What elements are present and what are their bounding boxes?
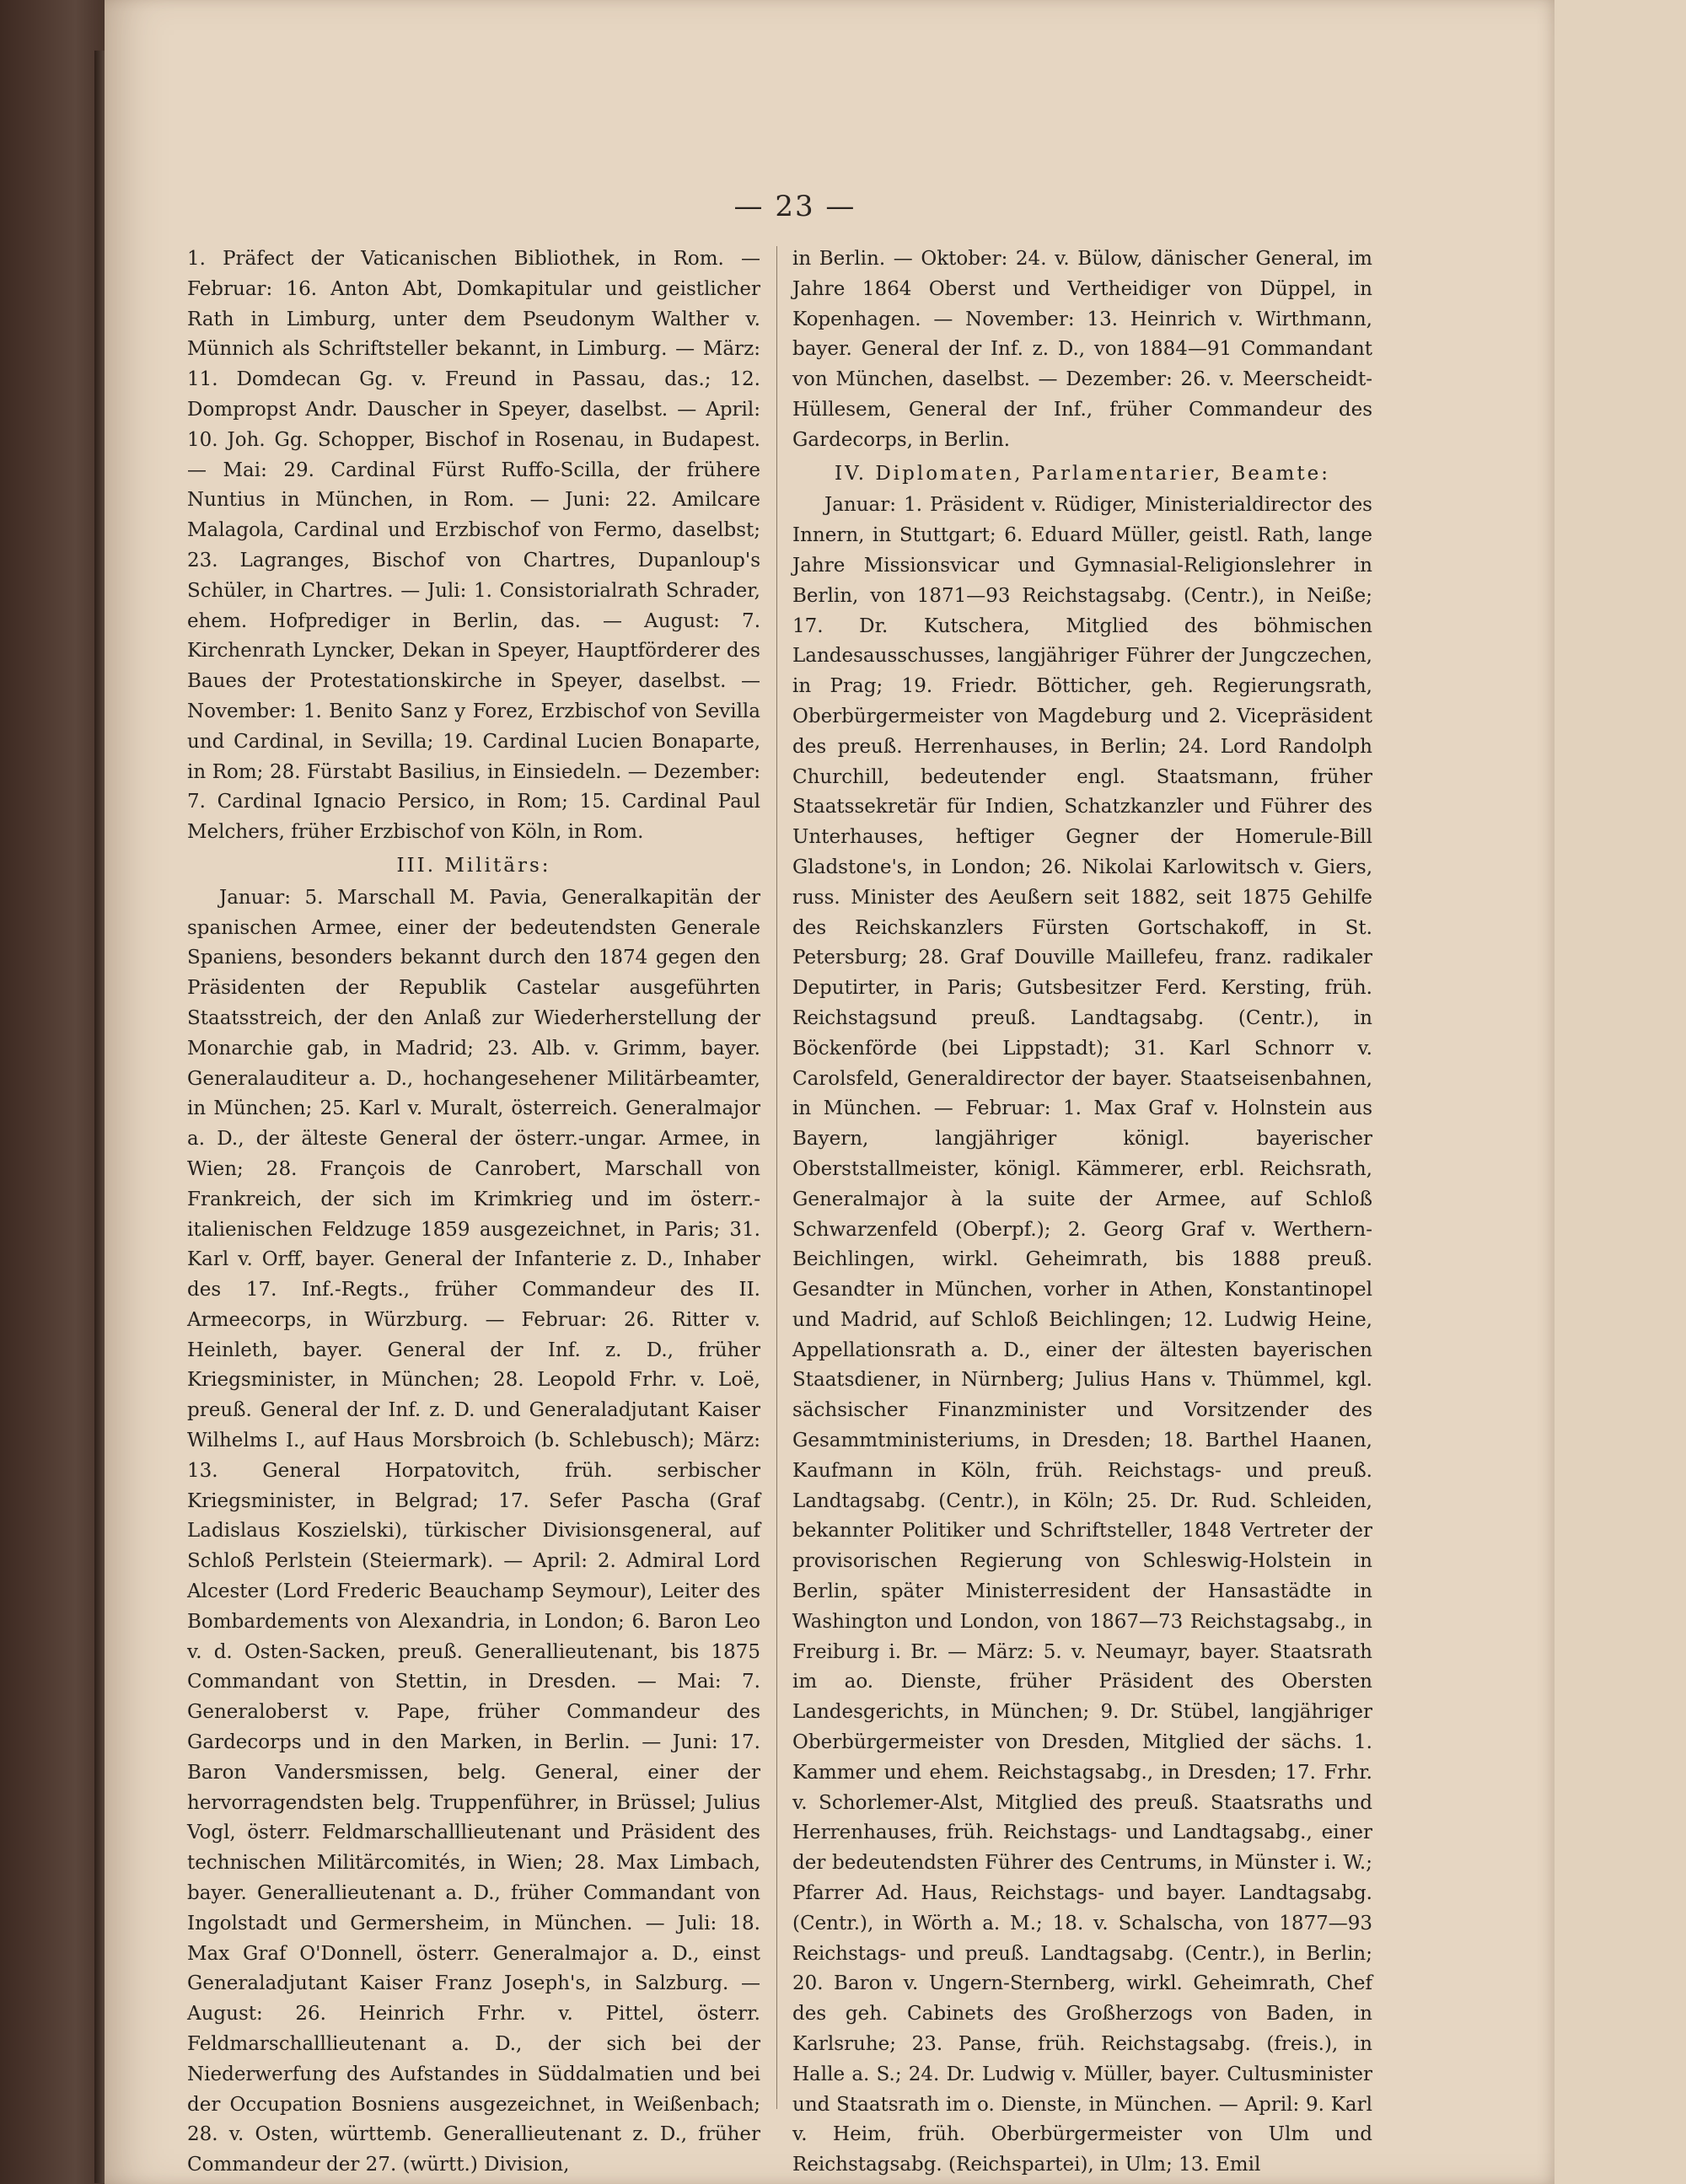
diplomats-obituaries-paragraph: Januar: 1. Präsident v. Rüdiger, Ministerialdirector des Innern, in Stuttgart; 6. Eduard Müller, geistl. Rath, lange Jahre Missionsvicar und Gymnasial-Religionslehrer in Berlin, von 1871—93 Reichstagsabg. (Centr.), in Neiße; 17. Dr. Kutschera, Mitglied des böhmischen Landesausschusses, langjähriger Führer der Jungczechen, in Prag; 19. Friedr. Bötticher, geh. Regierungsrath, Oberbürgermeister von Magdeburg und 2. Vicepräsident des preuß. Herrenhauses, in Berlin; 24. Lord Randolph Churchill, bedeutender engl. Staatsmann, früher Staatssekretär für Indien, Schatzkanzler und Führer des Unterhauses, heftiger Gegner der Homerule-Bill Gladstone's, in London; 26. Nikolai Karlowitsch v. Giers, russ. Minister des Aeußern seit 1882, seit 1875 Gehilfe des Reichskanzlers Fürsten Gortschakoff, in St. Petersburg; 28. Graf Douville Maillefeu, franz. radikaler Deputirter, in Paris; Gutsbesitzer Ferd. Kersting, früh. Reichstagsund preuß. Landtagsabg. (Centr.), in Böckenförde (bei Lippstadt); 31. Karl Schnorr v. Carolsfeld, Generaldirector der bayer. Staatseisenbahnen, in München. — Februar: 1. Max Graf v. Holnstein aus Bayern, langjähriger königl. bayerischer Oberststallmeister, königl. Kämmerer, erbl. Reichsrath, Generalmajor à la suite der Armee, auf Schloß Schwarzenfeld (Oberpf.); 2. Georg Graf v. Werthern-Beichlingen, wirkl. Geheimrath, bis 1888 preuß. Gesandter in München, vorher in Athen, Konstantinopel und Madrid, auf Schloß Beichlingen; 12. Ludwig Heine, Appellationsrath a. D., einer der ältesten bayerischen Staatsdiener, in Nürnberg; Julius Hans v. Thümmel, kgl. sächsischer Finanzminister und Vorsitzender des Gesammtministeriums, in Dresden; 18. Barthel Haanen, Kaufmann in Köln, früh. Reichstags- und preuß. Landtagsabg. (Centr.), in Köln; 25. Dr. Rud. Schleiden, bekannter Politiker und Schriftsteller, 1848 Vertreter der provisorischen Regierung von Schleswig-Holstein in Berlin, später Ministerresident der Hansastädte in Washington und London, von 1867—73 Reichstagsabg., in Freiburg i. Br. — März: 5. v. Neumayr, bayer. Staatsrath im ao. Dienste, früher Präsident des Obersten Landesgerichts, in München; 9. Dr. Stübel, langjähriger Oberbürgermeister von Dresden, Mitglied der sächs. 1. Kammer und ehem. Reichstagsabg., in Dresden; 17. Frhr. v. Schorlemer-Alst, Mitglied des preuß. Staatsraths und Herrenhauses, früh. Reichstags- und Landtagsabg., einer der bedeutendsten Führer des Centrums, in Münster i. W.; Pfarrer Ad. Haus, Reichstags- und bayer. Landtagsabg. (Centr.), in Wörth a. M.; 18. v. Schalscha, von 1877—93 Reichstags- und preuß. Landtagsabg. (Centr.), in Berlin; 20. Baron v. Ungern-Sternberg, wirkl. Geheimrath, Chef des geh. Cabinets des Großherzogs von Baden, in Karlsruhe; 23. Panse, früh. Reichstagsabg. (freis.), in Halle a. S.; 24. Dr. Ludwig v. Müller, bayer. Cultusminister und Staatsrath im o. Dienste, in München. — April: 9. Karl v. Heim, früh. Oberbürgermeister von Ulm und Reichstagsabg. (Reichspartei), in Ulm; 13. Emil bbox=[792, 494, 1372, 2176]
page-number: — 23 — bbox=[733, 190, 856, 223]
column-divider bbox=[776, 246, 777, 2109]
left-column bbox=[187, 244, 760, 2176]
page-margin bbox=[1554, 0, 1686, 2184]
right-column bbox=[792, 244, 1372, 2176]
church-obituaries-paragraph: 1. Präfect der Vaticanischen Bibliothek, in Rom. — Februar: 16. Anton Abt, Domkapitular und geistlicher Rath in Limburg, unter dem Pseudonym Walther v. Münnich als Schriftsteller bekannt, in Limburg. — März: 11. Domdecan Gg. v. Freund in Passau, das.; 12. Dompropst Andr. Dauscher in Speyer, daselbst. — April: 10. Joh. Gg. Schopper, Bischof in Rosenau, in Budapest. — Mai: 29. Cardinal Fürst Ruffo-Scilla, der frühere Nuntius in München, in Rom. — Juni: 22. Amilcare Malagola, Cardinal und Erzbischof von Fermo, daselbst; 23. Lagranges, Bischof von Chartres, Dupanloup's Schüler, in Chartres. — Juli: 1. Consistorialrath Schrader, ehem. Hofprediger in Berlin, das. — August: 7. Kirchenrath Lyncker, Dekan in Speyer, Hauptförderer des Baues der Protestationskirche in Speyer, daselbst. — November: 1. Benito Sanz y Forez, Erzbischof von Sevilla und Cardinal, in Sevilla; 19. Cardinal Lucien Bonaparte, in Rom; 28. Fürstabt Basilius, in Einsiedeln. — Dezember: 7. Cardinal Ignacio Persico, in Rom; 15. Cardinal Paul Melchers, früher Erzbischof von Köln, in Rom. bbox=[187, 248, 760, 844]
military-continued-paragraph: in Berlin. — Oktober: 24. v. Bülow, dänischer General, im Jahre 1864 Oberst und Vertheidiger von Düppel, in Kopenhagen. — November: 13. Heinrich v. Wirthmann, bayer. General der Inf. z. D., von 1884—91 Commandant von München, daselbst. — Dezember: 26. v. Meerscheidt-Hüllesem, General der Inf., früher Commandeur des Gardecorps, in Berlin. bbox=[792, 248, 1372, 451]
section-heading-diplomats: IV. Diplomaten, Parlamentarier, Beamte: bbox=[835, 462, 1330, 485]
military-obituaries-paragraph: Januar: 5. Marschall M. Pavia, Generalkapitän der spanischen Armee, einer der bedeutendsten Generale Spaniens, besonders bekannt durch den 1874 gegen den Präsidenten der Republik Castelar ausgeführten Staatsstreich, der den Anlaß zur Wiederherstellung der Monarchie gab, in Madrid; 23. Alb. v. Grimm, bayer. Generalauditeur a. D., hochangesehener Militärbeamter, in München; 25. Karl v. Muralt, österreich. Generalmajor a. D., der älteste General der österr.-ungar. Armee, in Wien; 28. François de Canrobert, Marschall von Frankreich, der sich im Krimkrieg und im österr.-italienischen Feldzuge 1859 ausgezeichnet, in Paris; 31. Karl v. Orff, bayer. General der Infanterie z. D., Inhaber des 17. Inf.-Regts., früher Commandeur des II. Armeecorps, in Würzburg. — Februar: 26. Ritter v. Heinleth, bayer. General der Inf. z. D., früher Kriegsminister, in München; 28. Leopold Frhr. v. Loë, preuß. General der Inf. z. D. und Generaladjutant Kaiser Wilhelms I., auf Haus Morsbroich (b. Schlebusch); März: 13. General Horpatovitch, früh. serbischer Kriegsminister, in Belgrad; 17. Sefer Pascha (Graf Ladislaus Koszielski), türkischer Divisionsgeneral, auf Schloß Perlstein (Steiermark). — April: 2. Admiral Lord Alcester (Lord Frederic Beauchamp Seymour), Leiter des Bombardements von Alexandria, in London; 6. Baron Leo v. d. Osten-Sacken, preuß. Generallieutenant, bis 1875 Commandant von Stettin, in Dresden. — Mai: 7. Generaloberst v. Pape, früher Commandeur des Gardecorps und in den Marken, in Berlin. — Juni: 17. Baron Vandersmissen, belg. General, einer der hervorragendsten belg. Truppenführer, in Brüssel; Julius Vogl, österr. Feldmarschalllieutenant und Präsident des technischen Militärcomités, in Wien; 28. Max Limbach, bayer. Generallieutenant a. D., früher Commandant von Ingolstadt und Germersheim, in München. — Juli: 18. Max Graf O'Donnell, österr. Generalmajor a. D., einst Generaladjutant Kaiser Franz Joseph's, in Salzburg. — August: 26. Heinrich Frhr. v. Pittel, österr. Feldmarschalllieutenant a. D., der sich bei der Niederwerfung des Aufstandes in Süddalmatien und bei der Occupation Bosniens ausgezeichnet, in Weißenbach; 28. v. Osten, württemb. Generallieutenant z. D., früher Commandeur der 27. (württ.) Division, bbox=[187, 886, 760, 2176]
section-heading-military: III. Militärs: bbox=[396, 854, 551, 877]
facing-page bbox=[0, 0, 108, 2184]
